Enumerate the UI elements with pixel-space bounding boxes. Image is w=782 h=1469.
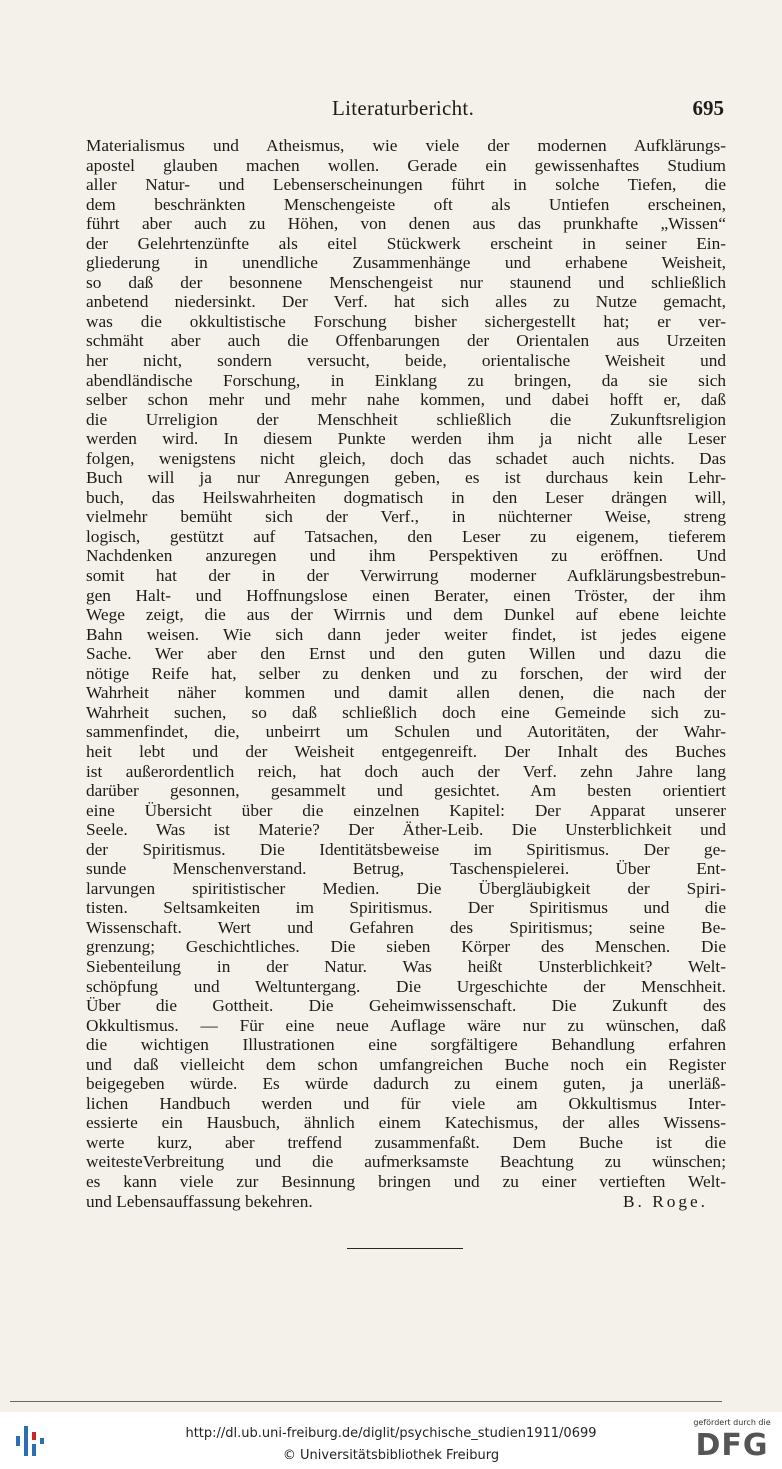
text-line: nötige Reife hat, selber zu denken und zu forschen, der wird der [86,663,726,683]
text-line: Seele. Was ist Materie? Der Äther-Leib. Die Unsterblichkeit und [86,820,726,840]
text-line: somit hat der in der Verwirrung moderner Aufklärungsbestrebun- [86,566,726,586]
text-line: Sache. Wer aber den Ernst und den guten Willen und dazu die [86,644,726,664]
text-line: es kann viele zur Besinnung bringen und zu einer vertieften Welt- [86,1171,726,1191]
text-line: essierte ein Hausbuch, ähnlich einem Katechismus, der alles Wissens- [86,1113,726,1133]
text-line: sammenfindet, die, unbeirrt um Schulen und Autoritäten, der Wahr- [86,722,726,742]
text-line: schmäht aber auch die Offenbarungen der Orientalen aus Urzeiten [86,331,726,351]
text-line: werden wird. In diesem Punkte werden ihm ja nicht alle Leser [86,429,726,449]
text-line: Materialismus und Atheismus, wie viele der modernen Aufklärungs- [86,136,726,155]
dfg-logo-icon [692,1418,772,1466]
text-line: beigegeben würde. Es würde dadurch zu einem guten, ja unerläß- [86,1074,726,1094]
body-text [86,136,726,1211]
text-line: die Urreligion der Menschheit schließlich die Zukunftsreligion [86,409,726,429]
copyright-notice: © Universitätsbibliothek Freiburg [282,1448,500,1463]
text-line: die wichtigen Illustrationen eine sorgfältigere Behandlung erfahren [86,1035,726,1055]
text-line: darüber gesonnen, gesammelt und gesichtet. Am besten orientiert [86,781,726,801]
text-line: Wahrheit näher kommen und damit allen denen, die nach der [86,683,726,703]
scan-edge-rule [10,1401,722,1402]
text-line: sunde Menschenverstand. Betrug, Taschenspielerei. Über Ent- [86,859,726,879]
closing-line [86,1192,726,1212]
text-line: gliederung in unendliche Zusammenhänge und erhabene Weisheit, [86,253,726,273]
text-line: Wissenschaft. Wert und Gefahren des Spiritismus; seine Be- [86,917,726,937]
text-line: anbetend niedersinkt. Der Verf. hat sich alles zu Nutze gemacht, [86,292,726,312]
text-line: führt aber auch zu Höhen, von denen aus das prunkhafte „Wissen“ [86,214,726,234]
text-line: buch, das Heilswahrheiten dogmatisch in den Leser drängen will, [86,487,726,507]
text-line: her nicht, sondern versucht, beide, orientalische Weisheit und [86,351,726,371]
text-line: Bahn weisen. Wie sich dann jeder weiter findet, ist jedes eigene [86,624,726,644]
closing-text: und Lebensauffassung bekehren. [86,1191,313,1211]
text-line: Okkultismus. — Für eine neue Auflage wäre nur zu wünschen, daß [86,1015,726,1035]
dfg-caption: gefördert durch die [693,1418,771,1427]
text-line: vielmehr bemüht sich der Verf., in nüchterner Weise, streng [86,507,726,527]
text-line: so daß der besonnene Menschengeist nur staunend und schließlich [86,272,726,292]
text-line: apostel glauben machen wollen. Gerade ein gewissenhaftes Studium [86,155,726,175]
text-line: weitesteVerbreitung und die aufmerksamste Beachtung zu wünschen; [86,1152,726,1172]
text-line: ist außerordentlich reich, hat doch auch der Verf. zehn Jahre lang [86,761,726,781]
viewer-footer [0,1412,782,1469]
text-line: was die okkultistische Forschung bisher sichergestellt hat; er ver- [86,311,726,331]
text-line: Buch will ja nur Anregungen geben, es ist durchaus kein Lehr- [86,468,726,488]
text-line: Wege zeigt, die aus der Wirrnis und dem Dunkel auf ebene leichte [86,605,726,625]
text-line: abendländische Forschung, in Einklang zu bringen, da sie sich [86,370,726,390]
text-line: logisch, gestützt auf Tatsachen, den Leser zu eigenem, tieferem [86,526,726,546]
text-line: werte kurz, aber treffend zusammenfaßt. Dem Buche ist die [86,1132,726,1152]
running-title: Literaturbericht. [332,96,475,120]
author-signature: B. Roge. [623,1191,708,1211]
text-line: Nachdenken anzuregen und ihm Perspektiven zu eröffnen. Und [86,546,726,566]
text-line: Wahrheit suchen, so daß schließlich doch eine Gemeinde sich zu- [86,702,726,722]
text-line: larvungen spiritistischer Medien. Die Übergläubigkeit der Spiri- [86,878,726,898]
document-url-link[interactable]: http://dl.ub.uni-freiburg.de/diglit/psychische_studien1911/0699 [185,1426,597,1441]
text-line: schöpfung und Weltuntergang. Die Urgeschichte der Menschheit. [86,976,726,996]
dfg-wordmark: DFG [695,1428,769,1463]
text-line: Über die Gottheit. Die Geheimwissenschaft. Die Zukunft des [86,996,726,1016]
section-divider [347,1248,463,1249]
text-line: grenzung; Geschichtliches. Die sieben Körper des Menschen. Die [86,937,726,957]
text-line: der Gelehrtenzünfte als eitel Stückwerk erscheint in seiner Ein- [86,233,726,253]
text-line: und daß vielleicht dem schon umfangreichen Buche noch ein Register [86,1054,726,1074]
text-line: eine Übersicht über die einzelnen Kapitel: Der Apparat unserer [86,800,726,820]
text-line: lichen Handbuch werden und für viele am Okkultismus Inter- [86,1093,726,1113]
text-line: folgen, wenigstens nicht gleich, doch das schadet auch nichts. Das [86,448,726,468]
text-line: heit lebt und der Weisheit entgegenreift. Der Inhalt des Buches [86,741,726,761]
text-line: gen Halt- und Hoffnungslose einen Berater, einen Tröster, der ihm [86,585,726,605]
text-line: tisten. Seltsamkeiten im Spiritismus. Der Spiritismus und die [86,898,726,918]
page-header [86,96,726,122]
text-line: aller Natur- und Lebenserscheinungen führt in solche Tiefen, die [86,175,726,195]
text-line: selber schon mehr und mehr nahe kommen, und dabei hofft er, daß [86,390,726,410]
text-line: der Spiritismus. Die Identitätsbeweise im Spiritismus. Der ge- [86,839,726,859]
text-line: dem beschränkten Menschengeiste oft als Untiefen erscheinen, [86,194,726,214]
page-number: 695 [692,96,724,120]
text-line: Siebenteilung in der Natur. Was heißt Unsterblichkeit? Welt- [86,956,726,976]
